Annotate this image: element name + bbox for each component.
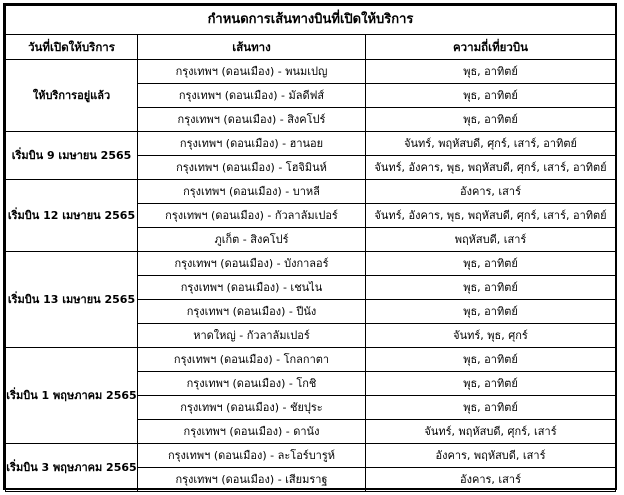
start-date-cell: เริ่มบิน 12 เมษายน 2565	[6, 180, 138, 252]
start-date-cell: เริ่มบิน 1 พฤษภาคม 2565	[6, 348, 138, 444]
route-cell: กรุงเทพฯ (ดอนเมือง) - พนมเปญ	[138, 60, 366, 84]
schedule-frame	[3, 3, 617, 490]
table-row	[6, 348, 616, 372]
frequency-cell: พุธ, อาทิตย์	[366, 348, 616, 372]
table-row	[6, 252, 616, 276]
title-row	[6, 6, 616, 35]
route-cell: กรุงเทพฯ (ดอนเมือง) - ดานัง	[138, 420, 366, 444]
table-row	[6, 60, 616, 84]
frequency-cell: พุธ, อาทิตย์	[366, 108, 616, 132]
frequency-cell: พุธ, อาทิตย์	[366, 252, 616, 276]
route-cell: กรุงเทพฯ (ดอนเมือง) - บาหลี	[138, 180, 366, 204]
route-cell: กรุงเทพฯ (ดอนเมือง) - บังกาลอร์	[138, 252, 366, 276]
table-title: กำหนดการเส้นทางบินที่เปิดให้บริการ	[6, 6, 616, 35]
route-schedule-table	[5, 5, 616, 492]
route-cell: กรุงเทพฯ (ดอนเมือง) - เชนไน	[138, 276, 366, 300]
route-cell: กรุงเทพฯ (ดอนเมือง) - ปีนัง	[138, 300, 366, 324]
frequency-cell: พฤหัสบดี, เสาร์	[366, 228, 616, 252]
route-cell: กรุงเทพฯ (ดอนเมือง) - โกชิ	[138, 372, 366, 396]
frequency-cell: พุธ, อาทิตย์	[366, 84, 616, 108]
frequency-cell: พุธ, อาทิตย์	[366, 396, 616, 420]
route-cell: ภูเก็ต - สิงคโปร์	[138, 228, 366, 252]
route-cell: กรุงเทพฯ (ดอนเมือง) - โฮจิมินห์	[138, 156, 366, 180]
frequency-cell: อังคาร, พฤหัสบดี, เสาร์	[366, 444, 616, 468]
header-start-date: วันที่เปิดให้บริการ	[6, 35, 138, 60]
start-date-cell: เริ่มบิน 3 พฤษภาคม 2565	[6, 444, 138, 492]
frequency-cell: จันทร์, อังคาร, พุธ, พฤหัสบดี, ศุกร์, เสาร์, อาทิตย์	[366, 156, 616, 180]
start-date-cell: ให้บริการอยู่แล้ว	[6, 60, 138, 132]
start-date-cell: เริ่มบิน 9 เมษายน 2565	[6, 132, 138, 180]
route-cell: กรุงเทพฯ (ดอนเมือง) - ละโอร์บารูห์	[138, 444, 366, 468]
table-row	[6, 444, 616, 468]
frequency-cell: จันทร์, พฤหัสบดี, ศุกร์, เสาร์	[366, 420, 616, 444]
route-cell: กรุงเทพฯ (ดอนเมือง) - กัวลาลัมเปอร์	[138, 204, 366, 228]
schedule-body	[6, 6, 616, 492]
frequency-cell: พุธ, อาทิตย์	[366, 60, 616, 84]
frequency-cell: พุธ, อาทิตย์	[366, 300, 616, 324]
frequency-cell: อังคาร, เสาร์	[366, 180, 616, 204]
header-frequency: ความถี่เที่ยวบิน	[366, 35, 616, 60]
header-row	[6, 35, 616, 60]
frequency-cell: จันทร์, พุธ, ศุกร์	[366, 324, 616, 348]
route-cell: กรุงเทพฯ (ดอนเมือง) - เสียมราฐ	[138, 468, 366, 492]
frequency-cell: จันทร์, อังคาร, พุธ, พฤหัสบดี, ศุกร์, เสาร์, อาทิตย์	[366, 204, 616, 228]
frequency-cell: พุธ, อาทิตย์	[366, 276, 616, 300]
route-cell: หาดใหญ่ - กัวลาลัมเปอร์	[138, 324, 366, 348]
frequency-cell: อังคาร, เสาร์	[366, 468, 616, 492]
frequency-cell: จันทร์, พฤหัสบดี, ศุกร์, เสาร์, อาทิตย์	[366, 132, 616, 156]
route-cell: กรุงเทพฯ (ดอนเมือง) - มัลดีฟส์	[138, 84, 366, 108]
frequency-cell: พุธ, อาทิตย์	[366, 372, 616, 396]
route-cell: กรุงเทพฯ (ดอนเมือง) - โกลกาตา	[138, 348, 366, 372]
route-cell: กรุงเทพฯ (ดอนเมือง) - ชัยปุระ	[138, 396, 366, 420]
header-route: เส้นทาง	[138, 35, 366, 60]
table-row	[6, 180, 616, 204]
route-cell: กรุงเทพฯ (ดอนเมือง) - สิงคโปร์	[138, 108, 366, 132]
route-cell: กรุงเทพฯ (ดอนเมือง) - ฮานอย	[138, 132, 366, 156]
start-date-cell: เริ่มบิน 13 เมษายน 2565	[6, 252, 138, 348]
table-row	[6, 132, 616, 156]
